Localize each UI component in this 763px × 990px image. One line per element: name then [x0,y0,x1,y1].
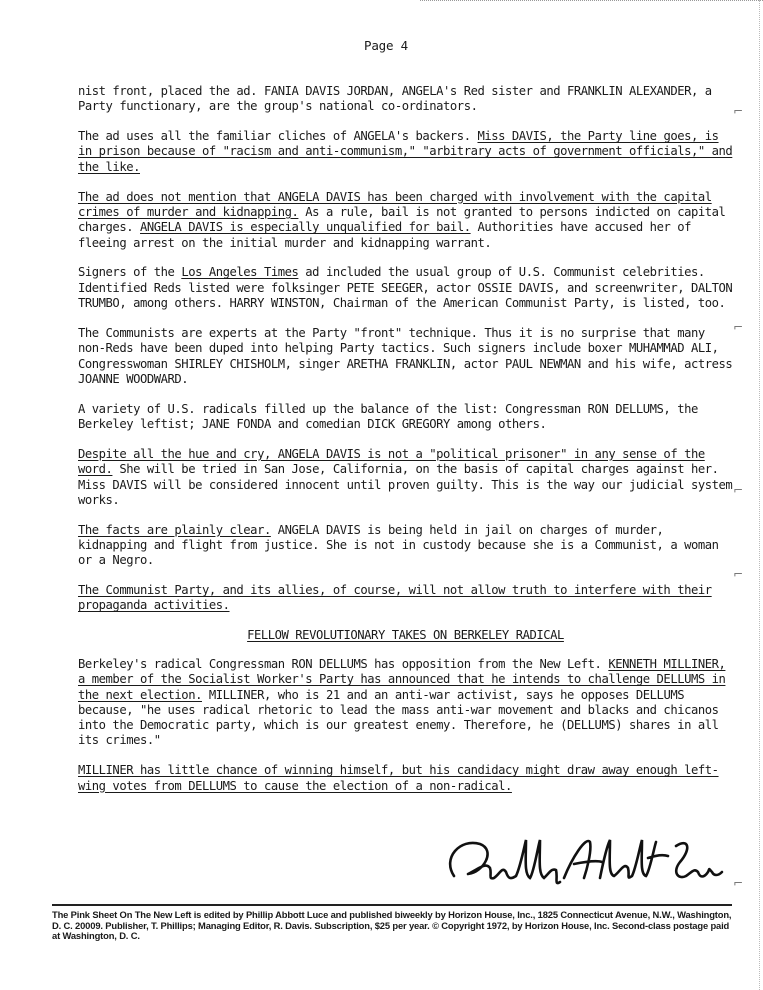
signature [440,828,730,898]
paragraph [78,657,733,749]
text-segment: The ad uses all the familiar cliches of ANGELA's backers. [78,129,478,144]
publication-footer: The Pink Sheet On The New Left is edited by Phillip Abbott Luce and published biweekly by Horizon House, Inc., 1825 Connecticut Avenue, N.W., Washington, D. C. 20009. Publisher, T. Phillips; Managing Editor, R. Davis. Subscription, $25 per year. © Copyright 1972, by Horizon House, Inc. Second-class postage paid at Washington, D. C. [52,909,732,942]
paragraph [78,583,733,614]
paragraph [78,84,733,115]
underlined-text: The Communist Party, and its allies, of course, will not allow truth to interfere with their propaganda activities. [78,583,712,613]
paragraph [78,265,733,311]
text-segment: As a rule, bail is not granted to persons indicted on capital charges. [78,204,726,235]
underlined-text: MILLINER has little chance of winning himself, but his candidacy might draw away enough left-wing votes from DELLUMS to cause the election of a non-radical. [78,763,719,793]
paragraph-group-dellums [78,657,733,794]
margin-mark: ⌐ [733,320,744,334]
text-segment: ANGELA DAVIS is being held in jail on charges of murder, kidnapping and flight from justice. She is not in custody because she is a Communist, a woman or a Negro. [78,522,719,568]
text-segment: Authorities have accused her of fleeing arrest on the initial murder and kidnapping warrant. [78,220,692,250]
underlined-text: Miss DAVIS, the Party line goes, is in prison because of "racism and anti-communism," "arbitrary acts of government officials," and the like. [78,129,733,174]
paragraph [78,402,733,433]
underlined-text: ANGELA DAVIS is especially unqualified for bail. [140,220,471,235]
document-body [78,84,733,809]
paragraph-group-main [78,84,733,614]
underlined-text: Los Angeles Times [181,265,299,280]
text-segment: ad included the usual group of U.S. Communist celebrities. Identified Reds listed were folksinger PETE SEEGER, actor OSSIE DAVIS, and screenwriter, DALTON TRUMBO, among others. HARRY WINSTON, Chairman of the American Communist Party, is listed, too. [78,265,733,311]
margin-mark: ⌐ [733,104,744,118]
underlined-text: KENNETH MILLINER, a member of the Socialist Worker's Party has announced that he intends to challenge DELLUMS in the next election. [78,656,726,702]
paragraph [78,129,733,175]
paragraph [78,523,733,569]
text-segment: Signers of the [78,265,182,280]
paragraph [78,763,733,794]
paragraph [78,326,733,387]
text-segment: nist front, placed the ad. FANIA DAVIS JORDAN, ANGELA's Red sister and FRANKLIN ALEXANDER, a Party functionary, are the group's national co-ordinators. [78,84,712,114]
top-border-rule [420,0,763,3]
text-segment: Berkeley's radical Congressman RON DELLUMS has opposition from the New Left. [78,656,609,671]
underlined-text: The ad does not mention that ANGELA DAVIS has been charged with involvement with the capital crimes of murder and kidnapping. [78,189,712,219]
text-segment: She will be tried in San Jose, California, on the basis of capital charges against her. Miss DAVIS will be considered innocent until proven guilty. This is the way our judicial system works. [78,462,733,507]
underlined-text: Despite all the hue and cry, ANGELA DAVIS is not a "political prisoner" in any sense of the word. [78,446,705,477]
text-segment: A variety of U.S. radicals filled up the balance of the list: Congressman RON DELLUMS, the Berkeley leftist; JANE FONDA and comedian DICK GREGORY among others. [78,401,698,432]
signature-drawing [440,828,730,898]
right-edge-rule [759,0,761,990]
footer-divider [52,904,732,906]
paragraph [78,447,733,508]
text-segment: The Communists are experts at the Party "front" technique. Thus it is no surprise that many non-Reds have been duped into helping Party tactics. Such signers include boxer MUHAMMAD ALI, Congresswoman SHIRLEY CHISHOLM, singer ARETHA FRANKLIN, actor PAUL NEWMAN and his wife, actress JOANNE WOODWARD. [78,325,733,386]
paragraph [78,190,733,251]
margin-mark: ⌐ [733,567,744,581]
margin-mark: ⌐ [733,483,744,497]
section-heading: FELLOW REVOLUTIONARY TAKES ON BERKELEY RADICAL [247,628,564,643]
page-number: Page 4 [364,38,408,53]
margin-mark: ⌐ [733,876,744,890]
underlined-text: The facts are plainly clear. [78,522,271,537]
text-segment: MILLINER, who is 21 and an anti-war activist, says he opposes DELLUMS because, "he uses radical rhetoric to lead the mass anti-war movement and blacks and chicanos into the Democratic party, which is our greatest enemy. Therefore, he (DELLUMS) shares in all its crimes." [78,687,719,748]
